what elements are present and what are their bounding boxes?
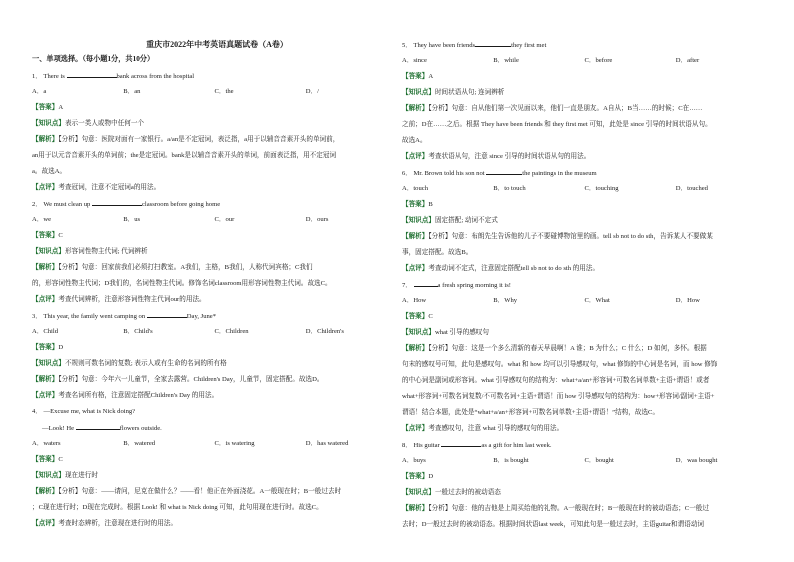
q7-analysis-line: what+形容词+可数名词复数/不可数名词+主语+谓语！而 how 引导感叹句的结构为：how+形容词/副词+主语+ bbox=[402, 393, 715, 400]
q4-stem-reply: —Look! He flowers outside. bbox=[42, 425, 162, 432]
q5-option-c: C．before bbox=[584, 57, 613, 64]
q4-option-c: C．is watering bbox=[214, 440, 255, 447]
q8-option-b: B．is bought bbox=[493, 457, 529, 464]
q1-option-a: A．a bbox=[32, 88, 47, 95]
q5-analysis-line: 之前；D在……之后。根据 They have been friends 和 they first met 可知，此处是 since 引导的时间状语从句。 bbox=[402, 121, 712, 128]
q3-answer: 【答案】D bbox=[32, 344, 64, 351]
q1-option-b: B．an bbox=[123, 88, 141, 95]
q2-analysis-line: 【解析】【分析】句意：回家前我们必须打扫教室。A我们，主格，B我们，人称代词宾格；C我们 bbox=[32, 264, 313, 271]
q1-option-c: C．the bbox=[214, 88, 234, 95]
q1-blank bbox=[67, 71, 117, 78]
q7-options bbox=[402, 296, 767, 305]
q3-option-c: C．Children bbox=[214, 328, 249, 335]
q4-options bbox=[32, 439, 397, 448]
q8-option-c: C．bought bbox=[584, 457, 614, 464]
q1-analysis-line: 【解析】【分析】句意：医院对面有一家银行。a/an是不定冠词，表泛指，a用于以辅音音素开头的单词前， bbox=[32, 136, 340, 143]
q1-answer: 【答案】A bbox=[32, 104, 64, 111]
q2-blank bbox=[92, 199, 142, 206]
q7-comment: 【点评】考查感叹句，注意 what 引导的感叹句的用法。 bbox=[402, 425, 564, 432]
q3-stem: 3． This year, the family went camping on Day, June* bbox=[32, 313, 217, 320]
q2-stem: 2． We must clean up classroom before going home bbox=[32, 201, 221, 208]
q3-analysis-line: 【解析】【分析】句意：今年六一儿童节，全家去露营。Children's Day，儿童节，固定搭配。故选D。 bbox=[32, 376, 324, 383]
q1-stem: 1． There is bank across from the hospital bbox=[32, 73, 195, 80]
q5-analysis-line: 故选A。 bbox=[402, 137, 427, 144]
q4-option-a: A．waters bbox=[32, 440, 61, 447]
exam-title: 重庆市2022年中考英语真题试卷（A卷） bbox=[146, 40, 288, 49]
q4-analysis-line: 【解析】【分析】句意：——请问，尼克在做什么？——看！他正在外面浇花。A一般现在时；B一般过去时 bbox=[32, 488, 342, 495]
q6-answer: 【答案】B bbox=[402, 201, 433, 208]
q1-comment: 【点评】考查冠词，注意不定冠词a的用法。 bbox=[32, 184, 161, 191]
q5-comment: 【点评】考查状语从句，注意 since 引导的时间状语从句的用法。 bbox=[402, 153, 591, 160]
q5-knowledge: 【知识点】时间状语从句; 连词辨析 bbox=[402, 89, 505, 96]
q8-answer: 【答案】D bbox=[402, 473, 434, 480]
q7-option-c: C．What bbox=[584, 297, 610, 304]
q4-knowledge: 【知识点】现在进行时 bbox=[32, 472, 98, 479]
q6-stem: 6． Mr. Brown told his son not the paintings in the museum bbox=[402, 170, 597, 177]
q5-option-a: A．since bbox=[402, 57, 427, 64]
q8-analysis-line: 去时；D一般过去时的被动语态。根据时间状语last week，可知此句是一般过去时，主语guitar和谓语动词 bbox=[402, 521, 705, 528]
q6-blank bbox=[486, 168, 522, 175]
q4-stem: 4． —Excuse me, what is Nick doing? bbox=[32, 408, 136, 415]
q6-comment: 【点评】考查动词不定式，注意固定搭配tell sb not to do sth 的用法。 bbox=[402, 265, 600, 272]
q6-analysis-line: 事，固定搭配。故选B。 bbox=[402, 249, 473, 256]
q2-options bbox=[32, 215, 397, 224]
section-heading: 一、单项选择。（每小题1分，共10分） bbox=[32, 55, 155, 63]
q8-stem: 8． His guitar as a gift for him last week. bbox=[402, 442, 552, 449]
q7-analysis-line: 句末的感叹号可知，此句是感叹句。what 和 how 均可以引导感叹句，what 修饰的中心词是名词，而 how 修饰 bbox=[402, 361, 718, 368]
q6-option-d: D．touched bbox=[675, 185, 708, 192]
q6-options bbox=[402, 184, 767, 193]
q1-options bbox=[32, 87, 397, 96]
q3-option-a: A．Child bbox=[32, 328, 59, 335]
q8-option-d: D．was bought bbox=[675, 457, 718, 464]
q1-knowledge: 【知识点】表示一类人或物中任何一个 bbox=[32, 120, 145, 127]
q3-option-d: D．Children's bbox=[305, 328, 344, 335]
q7-option-b: B．Why bbox=[493, 297, 518, 304]
q5-analysis-line: 【解析】【分析】句意：自从他们第一次见面以来，他们一直是朋友。A自从；B当……的时候；C在…… bbox=[402, 105, 703, 112]
q4-option-d: D．has watered bbox=[305, 440, 349, 447]
q3-option-b: B．Child's bbox=[123, 328, 153, 335]
q2-knowledge: 【知识点】形容词性物主代词; 代词辨析 bbox=[32, 248, 148, 255]
q2-answer: 【答案】C bbox=[32, 232, 63, 239]
q2-analysis-line: 的，形容词性物主代词；D我们的，名词性物主代词。修饰名词classroom用形容词性物主代词。故选C。 bbox=[32, 280, 332, 287]
q7-option-d: D．How bbox=[675, 297, 700, 304]
q8-blank bbox=[441, 440, 481, 447]
q8-option-a: A．buys bbox=[402, 457, 426, 464]
q2-option-c: C．our bbox=[214, 216, 235, 223]
q4-option-b: B．watered bbox=[123, 440, 156, 447]
q5-stem: 5． They have been friends they first met bbox=[402, 42, 547, 49]
q7-option-a: A．How bbox=[402, 297, 427, 304]
q6-analysis-line: 【解析】【分析】句意：布朗先生告诉他的儿子不要碰博物馆里的画。tell sb not to do sth，告诉某人不要做某 bbox=[402, 233, 713, 240]
q2-option-d: D．ours bbox=[305, 216, 329, 223]
q5-blank bbox=[475, 40, 511, 47]
q5-option-b: B．while bbox=[493, 57, 519, 64]
q5-options bbox=[402, 56, 767, 65]
q6-option-c: C．touching bbox=[584, 185, 619, 192]
q7-knowledge: 【知识点】what 引导的感叹句 bbox=[402, 329, 489, 336]
q3-blank bbox=[147, 311, 187, 318]
q1-option-d: D．/ bbox=[305, 88, 319, 95]
q7-analysis-line: 的中心词是副词或形容词。what 引导感叹句的结构为：what+a/an+形容词+可数名词单数+主语+谓语！或者 bbox=[402, 377, 710, 384]
q4-answer: 【答案】C bbox=[32, 456, 63, 463]
q1-analysis-line: a。故选A。 bbox=[32, 168, 67, 175]
q2-comment: 【点评】考查代词辨析，注意形容词性物主代词our的用法。 bbox=[32, 296, 206, 303]
q3-options bbox=[32, 327, 397, 336]
q7-stem: 7． a fresh spring morning it is! bbox=[402, 282, 511, 289]
q2-option-b: B．us bbox=[123, 216, 141, 223]
q5-answer: 【答案】A bbox=[402, 73, 434, 80]
q4-blank bbox=[76, 423, 120, 430]
q6-knowledge: 【知识点】固定搭配; 动词不定式 bbox=[402, 217, 498, 224]
q3-comment: 【点评】考查名词所有格，注意固定搭配Children's Day 的用法。 bbox=[32, 392, 219, 399]
q1-analysis-line: an用于以元音音素开头的单词前；the是定冠词。bank是以辅音音素开头的单词，前面表泛指，用不定冠词 bbox=[32, 152, 337, 159]
q2-option-a: A．we bbox=[32, 216, 52, 223]
q7-blank bbox=[414, 280, 438, 287]
q4-comment: 【点评】考查时态辨析，注意现在进行时的用法。 bbox=[32, 520, 178, 527]
q4-analysis-line: ；C现在进行时；D现在完成时。根据 Look! 和 what is Nick doing 可知，此句用现在进行时。故选C。 bbox=[32, 504, 323, 511]
q7-analysis-line: 【解析】【分析】句意：这是一个多么清新的春天早晨啊！A 谁；B 为什么；C 什么；D 如何，多怀。根据 bbox=[402, 345, 707, 352]
q8-analysis-line: 【解析】【分析】句意：他的吉他是上周买给他的礼物。A一般现在时；B一般现在时的被动语态；C一般过 bbox=[402, 505, 709, 512]
q7-answer: 【答案】C bbox=[402, 313, 433, 320]
q6-option-b: B．to touch bbox=[493, 185, 526, 192]
q3-knowledge: 【知识点】不规则可数名词的复数; 表示人或有生命的名词的所有格 bbox=[32, 360, 227, 367]
q5-option-d: D．after bbox=[675, 57, 700, 64]
q7-analysis-line: 谓语！结合本题，此处是“what+a/an+形容词+可数名词单数+主语+谓语！”结构，故选C。 bbox=[402, 409, 660, 416]
q8-options bbox=[402, 456, 767, 465]
q8-knowledge: 【知识点】一般过去时的被动语态 bbox=[402, 489, 501, 496]
q6-option-a: A．touch bbox=[402, 185, 429, 192]
